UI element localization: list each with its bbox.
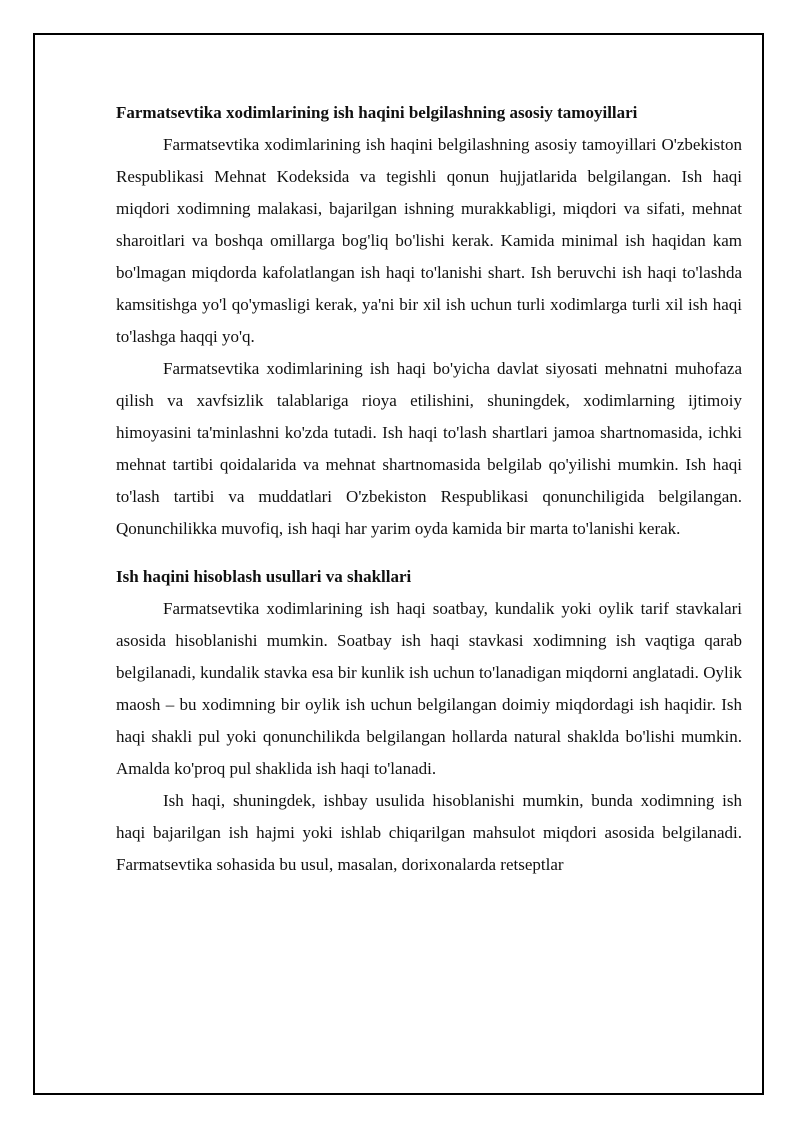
document-body <box>116 97 742 881</box>
paragraph-methods-1: Farmatsevtika xodimlarining ish haqi soatbay, kundalik yoki oylik tarif stavkalari asosida hisoblanishi mumkin. Soatbay ish haqi stavkasi xodimning ish vaqtiga qarab belgilanadi, kundalik stavka esa bir kunlik ish uchun to'lanadigan miqdorni anglatadi. Oylik maosh – bu xodimning bir oylik ish uchun belgilangan doimiy miqdordagi ish haqidir. Ish haqi shakli pul yoki qonunchilikda belgilangan hollarda natural shaklda bo'lishi mumkin. Amalda ko'proq pul shaklida ish haqi to'lanadi. <box>116 599 742 778</box>
paragraph-principles-1: Farmatsevtika xodimlarining ish haqini belgilashning asosiy tamoyillari O'zbekiston Respublikasi Mehnat Kodeksida va tegishli qonun hujjatlarida belgilangan. Ish haqi miqdori xodimning malakasi, bajarilgan ishning murakkabligi, miqdori va sifati, mehnat sharoitlari va boshqa omillarga bog'liq bo'lishi kerak. Kamida minimal ish haqidan kam bo'lmagan miqdorda kafolatlangan ish haqi to'lanishi shart. Ish beruvchi ish haqi to'lashda kamsitishga yo'l qo'ymasligi kerak, ya'ni bir xil ish uchun turli xodimlarga turli xil ish haqi to'lashga haqqi yo'q. <box>116 135 742 346</box>
paragraph-methods-2: Ish haqi, shuningdek, ishbay usulida hisoblanishi mumkin, bunda xodimning ish haqi bajarilgan ish hajmi yoki ishlab chiqarilgan mahsulot miqdori asosida belgilanadi. Farmatsevtika sohasida bu usul, masalan, dorixonalarda retseptlar <box>116 791 742 874</box>
paragraph-principles-2: Farmatsevtika xodimlarining ish haqi bo'yicha davlat siyosati mehnatni muhofaza qilish va xavfsizlik talablariga rioya etilishini, shuningdek, xodimlarning ijtimoiy himoyasini ta'minlashni ko'zda tutadi. Ish haqi to'lash shartlari jamoa shartnomasida, ichki mehnat tartibi qoidalarida va mehnat shartnomasida belgilab qo'yilishi mumkin. Ish haqi to'lash tartibi va muddatlari O'zbekiston Respublikasi qonunchiligida belgilangan. Qonunchilikka muvofiq, ish haqi har yarim oyda kamida bir marta to'lanishi kerak. <box>116 359 742 538</box>
section-heading-methods: Ish haqini hisoblash usullari va shakllari <box>116 567 412 586</box>
section-heading-principles: Farmatsevtika xodimlarining ish haqini belgilashning asosiy tamoyillari <box>116 103 638 122</box>
